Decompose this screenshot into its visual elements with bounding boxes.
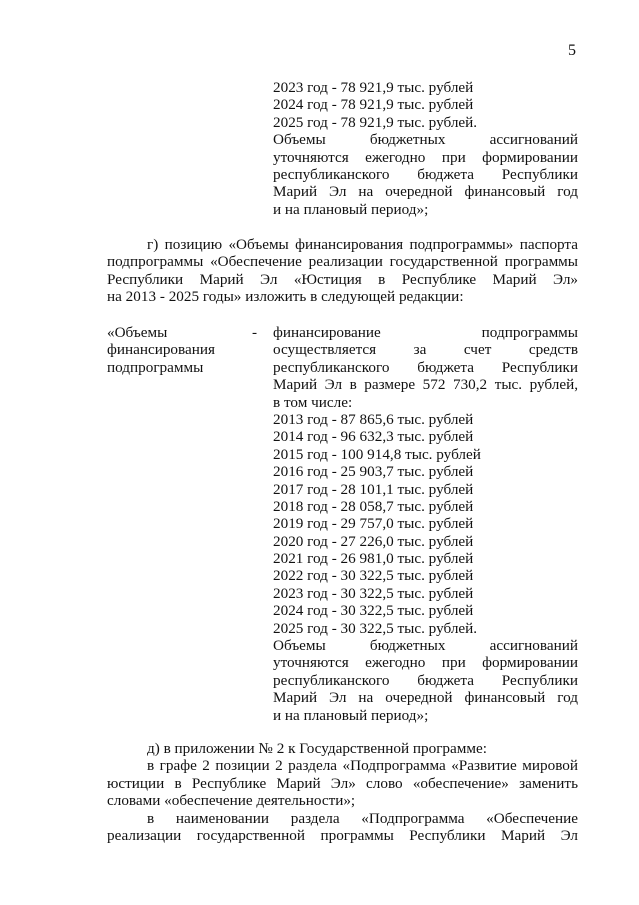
paragraph-line: Республики Марий Эл «Юстиция в Республике Марий Эл»	[107, 270, 578, 288]
year-line: 2020 год - 27 226,0 тыс. рублей	[273, 532, 474, 550]
label-dash: -	[252, 324, 258, 341]
note-line: Марий Эл на очередной финансовый год	[273, 689, 578, 707]
paragraph-g	[107, 236, 578, 306]
note-line: Объемы бюджетных ассигнований	[273, 131, 578, 149]
note-line: Объемы бюджетных ассигнований	[273, 637, 578, 655]
note-line: республиканского бюджета Республики	[273, 165, 578, 183]
note-line: уточняются ежегодно при формировании	[273, 654, 578, 672]
year-line: 2013 год - 87 865,6 тыс. рублей	[273, 410, 474, 428]
year-line: 2024 год - 78 921,9 тыс. рублей	[273, 96, 474, 114]
paragraph-d	[107, 740, 578, 844]
paragraph-line: в графе 2 позиции 2 раздела «Подпрограмма «Развитие мировой	[147, 757, 578, 775]
year-line: 2023 год - 30 322,5 тыс. рублей	[273, 584, 474, 602]
intro-line: Марий Эл в размере 572 730,2 тыс. рублей,	[273, 376, 578, 394]
paragraph-line: д) в приложении № 2 к Государственной программе:	[147, 740, 487, 757]
intro-line: в том числе:	[273, 393, 353, 411]
note-line: уточняются ежегодно при формировании	[273, 148, 578, 166]
year-line: 2025 год - 30 322,5 тыс. рублей.	[273, 619, 478, 637]
note-line: и на плановый период»;	[273, 200, 429, 218]
year-line: 2024 год - 30 322,5 тыс. рублей	[273, 602, 474, 620]
note-line: Марий Эл на очередной финансовый год	[273, 183, 578, 201]
note-line: и на плановый период»;	[273, 706, 429, 724]
label-line: финансирования	[107, 341, 215, 359]
paragraph-line: словами «обеспечение деятельности»;	[107, 792, 356, 810]
paragraph-line: г) позицию «Объемы финансирования подпрограммы» паспорта	[147, 236, 578, 253]
year-line: 2017 год - 28 101,1 тыс. рублей	[273, 480, 474, 498]
year-line: 2019 год - 29 757,0 тыс. рублей	[273, 515, 474, 533]
paragraph-line: юстиции в Республике Марий Эл» слово «обеспечение» заменить	[107, 774, 578, 792]
note-line: республиканского бюджета Республики	[273, 671, 578, 689]
paragraph-line: подпрограммы «Обеспечение реализации государственной программы	[107, 253, 578, 271]
label-line: подпрограммы	[107, 358, 204, 376]
passport-funding	[273, 324, 578, 724]
page-number: 5	[568, 42, 576, 59]
intro-line: республиканского бюджета Республики	[273, 358, 578, 376]
top-funding-block	[273, 79, 578, 218]
year-line: 2014 год - 96 632,3 тыс. рублей	[273, 428, 474, 446]
year-line: 2022 год - 30 322,5 тыс. рублей	[273, 567, 474, 585]
intro-line: осуществляется за счет средств	[273, 341, 578, 359]
intro-line: финансирование подпрограммы	[273, 324, 578, 341]
year-line: 2015 год - 100 914,8 тыс. рублей	[273, 445, 481, 463]
paragraph-line: реализации государственной программы Республики Марий Эл	[107, 826, 578, 844]
paragraph-line: в наименовании раздела «Подпрограмма «Обеспечение	[147, 809, 578, 827]
year-line: 2021 год - 26 981,0 тыс. рублей	[273, 550, 474, 568]
year-line: 2025 год - 78 921,9 тыс. рублей.	[273, 113, 478, 131]
label-line: «Объемы	[107, 324, 168, 341]
year-line: 2016 год - 25 903,7 тыс. рублей	[273, 463, 474, 481]
paragraph-line: на 2013 - 2025 годы» изложить в следующей редакции:	[107, 288, 464, 306]
year-line: 2018 год - 28 058,7 тыс. рублей	[273, 497, 474, 515]
year-line: 2023 год - 78 921,9 тыс. рублей	[273, 79, 474, 96]
